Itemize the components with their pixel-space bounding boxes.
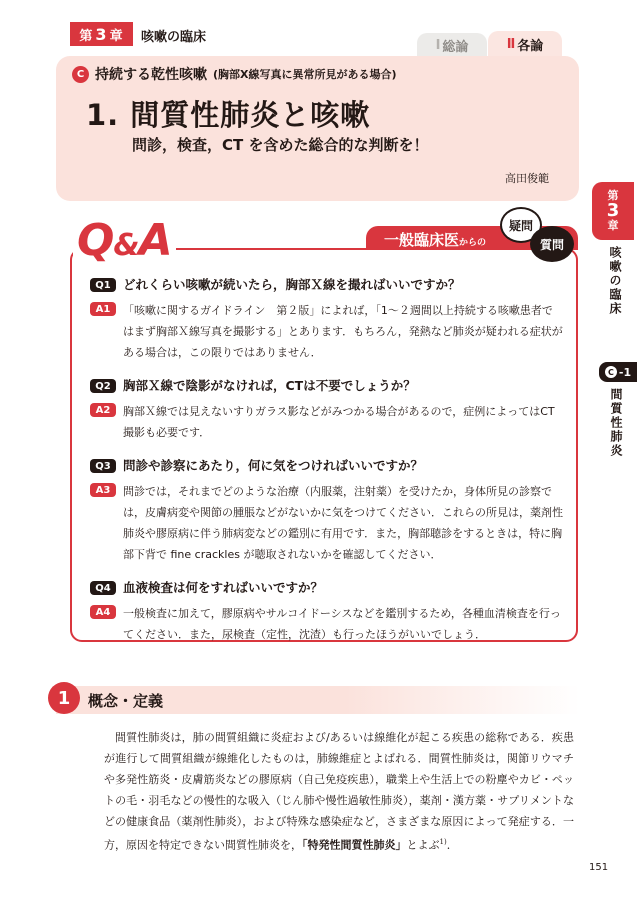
chapter-tab xyxy=(70,22,133,46)
body-paragraph xyxy=(104,727,574,856)
answer-row xyxy=(90,401,568,443)
side-section-number: -1 xyxy=(618,365,632,379)
qa-banner-text xyxy=(384,229,486,250)
question-row xyxy=(90,579,568,597)
article-title: 1. 間質性肺炎と咳嗽 xyxy=(86,98,371,132)
section-heading: 概念・定義 xyxy=(88,692,164,710)
chapter-prefix: 第 xyxy=(79,28,94,44)
author-name: 高田俊範 xyxy=(505,172,549,185)
side-chapter-suffix: 章 xyxy=(607,219,619,233)
body-text-emphasis: 「特発性間質性肺炎」 xyxy=(302,838,407,852)
body-text-tail: とよぶ xyxy=(406,838,440,852)
answer-text: 「咳嗽に関するガイドライン 第２版」によれば，「1～２週間以上持続する咳嗽患者ではまず胸部Ｘ線写真を撮影する」とあります．もちろん，発熱など肺炎が疑われる症状がある場合は，この限りではありません． xyxy=(123,304,563,359)
side-section-tab xyxy=(599,362,637,382)
side-chapter-tab xyxy=(592,182,634,240)
side-chapter-prefix: 第 xyxy=(607,189,619,202)
section-badge: C xyxy=(72,66,89,83)
question-badge: Q4 xyxy=(90,581,116,595)
question-badge: Q1 xyxy=(90,278,116,292)
section-subheading-note: (胸部X線写真に異常所見がある場合) xyxy=(213,68,397,81)
chapter-number: 3 xyxy=(95,24,108,44)
qa-logo-q: Q xyxy=(77,215,114,266)
qa-banner-main: 一般臨床医 xyxy=(384,231,460,249)
side-section-badge: C xyxy=(605,366,617,378)
question-row xyxy=(90,276,568,294)
section-subheading-title: 持続する乾性咳嗽 xyxy=(95,67,207,83)
side-section-title: 間質性肺炎 xyxy=(609,388,623,458)
side-chapter-title: 咳嗽の臨床 xyxy=(608,246,622,316)
answer-badge: A3 xyxy=(90,483,116,497)
answer-text: 問診では，それまでどのような治療（内服薬，注射薬）を受けたか，身体所見の診察では，皮膚病変や関節の腫脹などがないかに気をつけてください．これらの所見は，薬剤性肺炎や膠原病に伴う肺病変などの鑑別に有用です．また，胸部聴診をするときは，特に胸部下背で fine crackles が聴取されないかを確認してください． xyxy=(123,485,563,561)
body-text-main: 間質性肺炎は，肺の間質組織に炎症および/あるいは線維化が起こる疾患の総称である．疾患が進行して間質組織が線維化したものは，肺線維症とよばれる．間質性肺炎は，関節リウマチや多発性筋炎・皮膚筋炎などの膠原病（自己免疫疾患），職業上や生活上での粉塵やカビ・ペットの毛・羽毛などの慢性的な吸入（じん肺や慢性過敏性肺炎），薬剤・漢方薬・サプリメントなどの健康食品（薬剤性肺炎），および特殊な感染症など，さまざまな原因によって発症する．一方，原因を特定できない間質性肺炎を， xyxy=(104,731,574,852)
answer-badge: A1 xyxy=(90,302,116,316)
question-row xyxy=(90,377,568,395)
answer-badge: A4 xyxy=(90,605,116,619)
qa-logo xyxy=(73,215,176,266)
question-badge: Q3 xyxy=(90,459,116,473)
part-tab-general-label: 総論 xyxy=(442,39,469,55)
answer-badge: A2 xyxy=(90,403,116,417)
answer-text: 胸部Ｘ線では見えないすりガラス影などがみつかる場合があるので，症例によってはCT撮影も必要です． xyxy=(123,405,555,439)
qa-logo-a: A xyxy=(138,215,172,266)
qa-item xyxy=(90,377,568,443)
speech-bubble-question: 疑問 xyxy=(500,207,542,243)
speech-bubble-inquiry: 質問 xyxy=(530,226,574,262)
answer-row xyxy=(90,300,568,363)
article-subtitle: 問診，検査，CT を含めた総合的な判断を！ xyxy=(132,136,429,154)
question-row xyxy=(90,457,568,475)
answer-text: 一般検査に加えて，膠原病やサルコイドーシスなどを鑑別するため，各種血清検査を行ってください．また，尿検査（定性，沈渣）も行ったほうがいいでしょう． xyxy=(123,607,561,641)
part-tab-general xyxy=(417,33,487,57)
part-tab-specific xyxy=(488,31,562,58)
page-number: 151 xyxy=(589,862,609,873)
qa-item xyxy=(90,276,568,363)
qa-list xyxy=(90,276,568,659)
question-text: 血液検査は何をすればいいですか？ xyxy=(123,580,324,595)
answer-row xyxy=(90,481,568,565)
side-chapter-number: 3 xyxy=(606,199,620,221)
qa-item xyxy=(90,457,568,565)
qa-logo-amp: & xyxy=(113,228,139,263)
answer-row xyxy=(90,603,568,645)
part-tab-general-numeral: Ⅰ xyxy=(435,37,441,53)
body-text-end: ． xyxy=(446,838,458,852)
question-text: 胸部Ｘ線で陰影がなければ，CTは不要でしょうか？ xyxy=(123,378,416,393)
chapter-suffix: 章 xyxy=(109,28,124,44)
part-tab-specific-label: 各論 xyxy=(517,39,544,54)
chapter-title: 咳嗽の臨床 xyxy=(141,30,207,45)
section-number-badge: 1 xyxy=(48,682,80,714)
qa-item xyxy=(90,579,568,645)
question-text: 問診や診察にあたり，何に気をつければいいですか？ xyxy=(123,458,424,473)
qa-banner-small: からの xyxy=(459,238,487,248)
part-tab-specific-numeral: Ⅱ xyxy=(506,37,516,52)
question-badge: Q2 xyxy=(90,379,116,393)
section-subheading xyxy=(72,64,397,84)
question-text: どれくらい咳嗽が続いたら，胸部Ｘ線を撮ればいいですか？ xyxy=(123,277,461,292)
reference-marker: 1) xyxy=(439,838,447,846)
